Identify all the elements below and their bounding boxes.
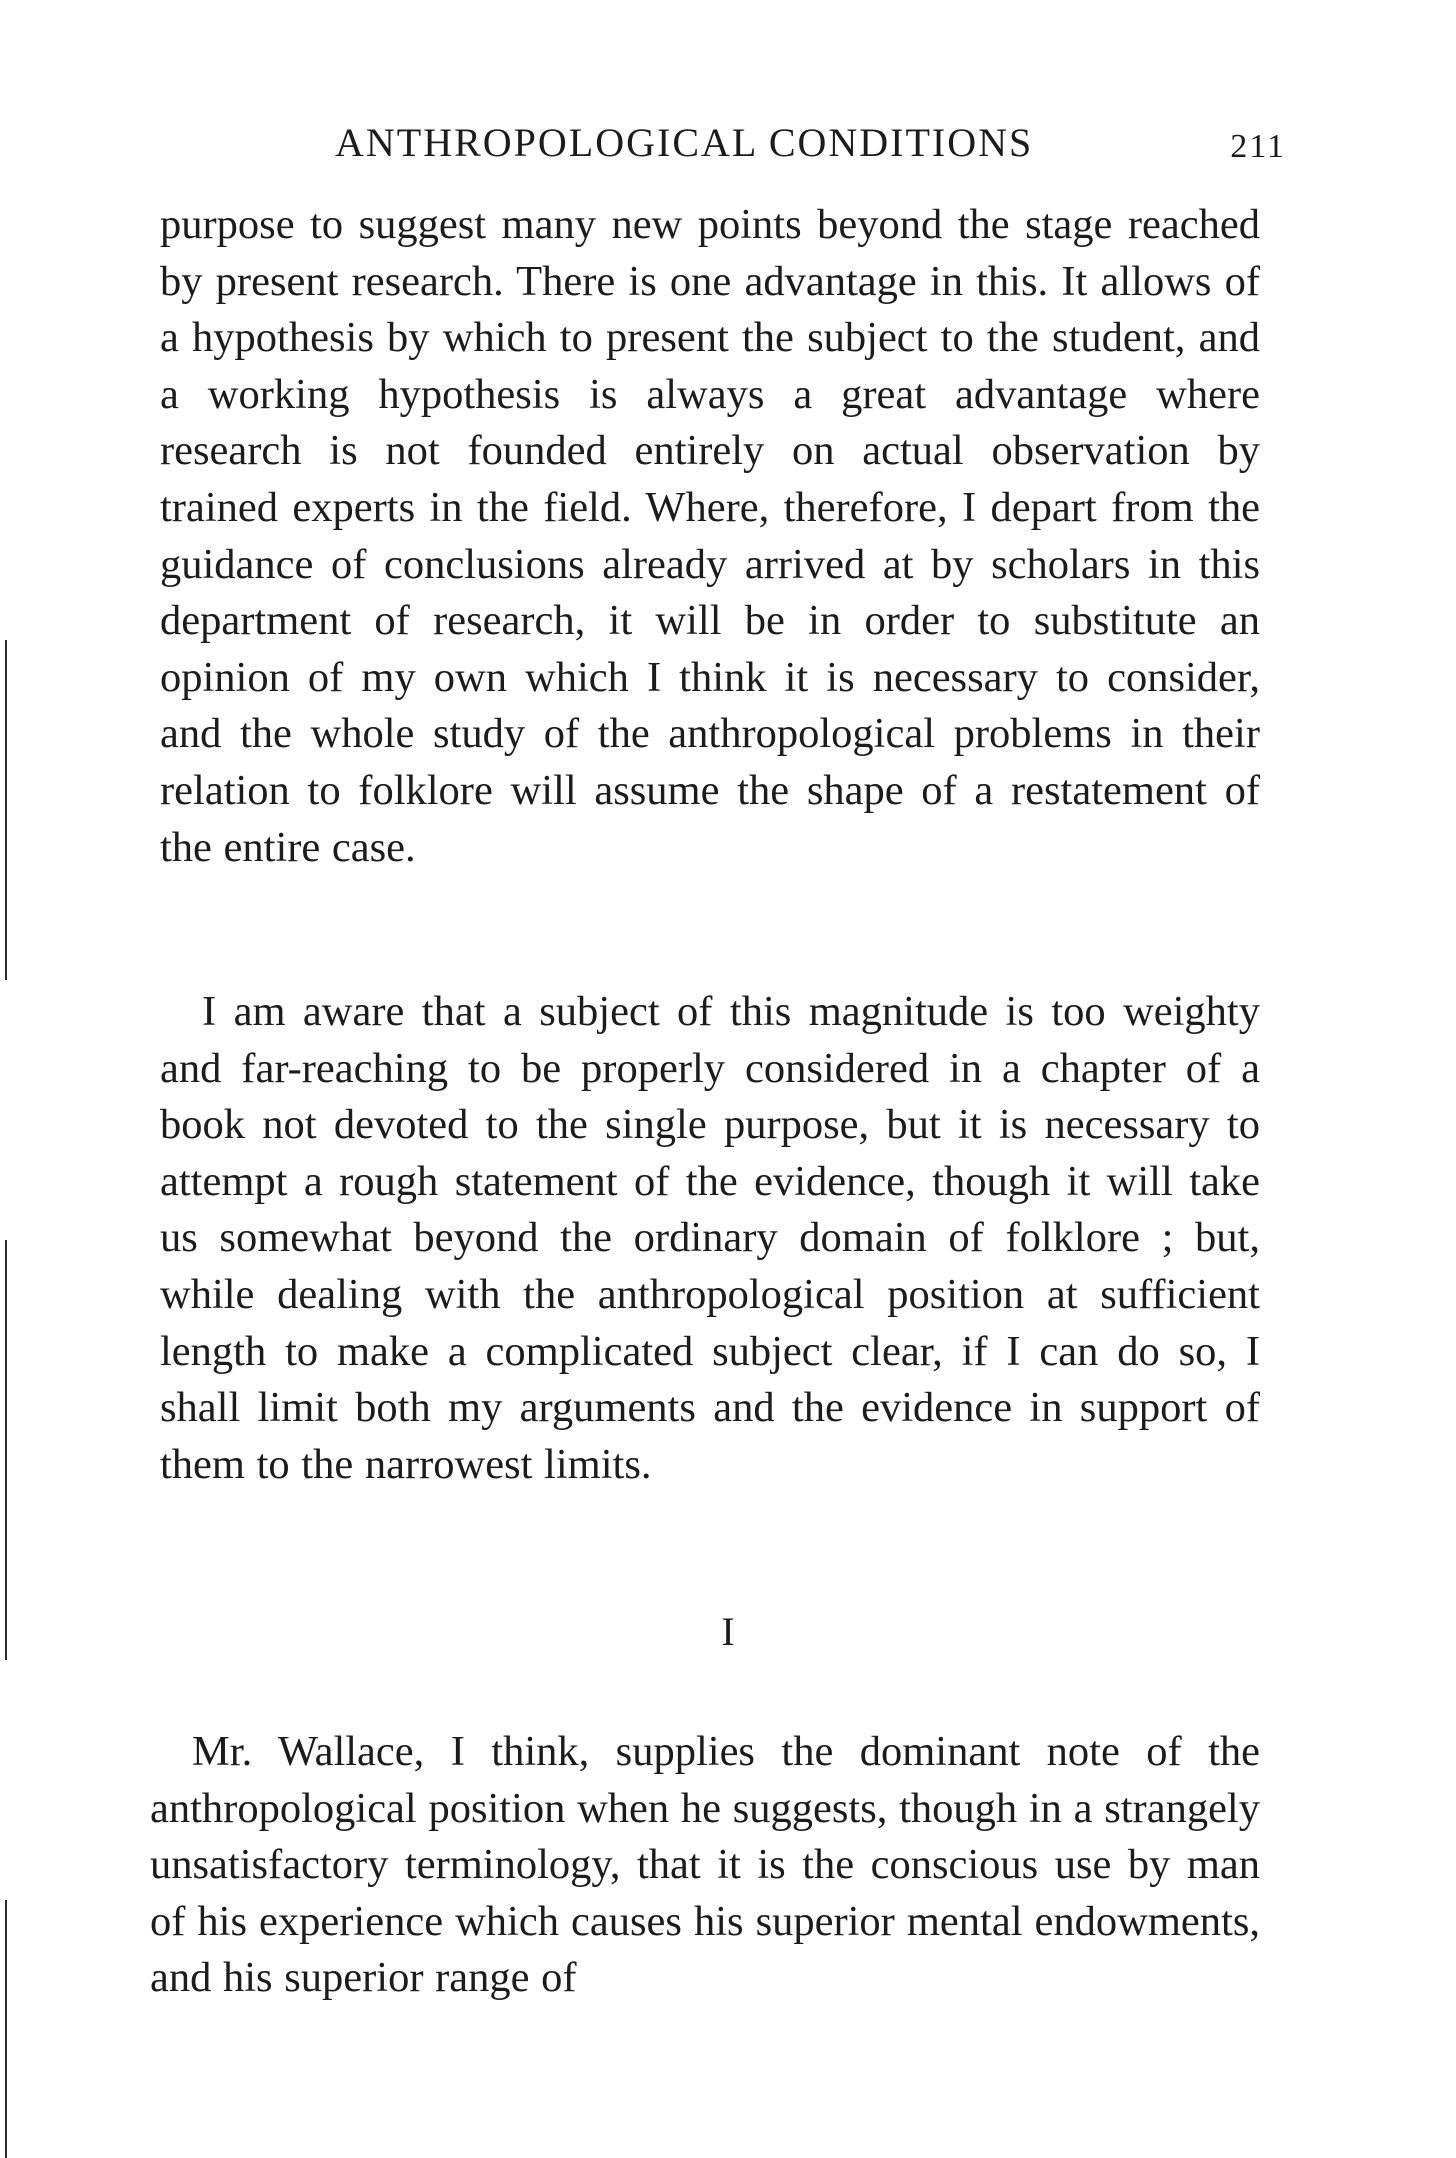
scan-edge-line-bottom [5,1900,7,2158]
running-title: ANTHROPOLOGICAL CONDITIONS [335,120,1034,165]
section-number: I [721,1609,735,1654]
running-head [160,118,1286,168]
text-block-1 [160,197,1260,876]
scan-edge-line-middle [5,1240,7,1660]
paragraph: Mr. Wallace, I think, supplies the dominant note of the anthropological position when he suggests, though in a strangely unsatisfactory terminology, that it is the conscious use by man of his experience which causes his superior mental endowments, and his superior range of [150,1728,1260,2002]
scan-edge-line-top [5,640,7,980]
text-block-3 [150,1724,1260,2007]
paragraph: I am aware that a subject of this magnitude is too weighty and far-reaching to be properly considered in a chapter of a book not devoted to the single purpose, but it is necessary to attempt a rough statement of the evidence, though it will take us somewhat beyond the ordinary domain of folklore ; but, while dealing with the anthropological position at sufficient length to make a complicated subject clear, if I can do so, I shall limit both my arguments and the evidence in support of them to the narrowest limits. [160,988,1260,1488]
paragraph-continued: purpose to suggest many new points beyond the stage reached by present research. There is one advantage in this. It allows of a hypothesis by which to present the subject to the student, and a working hypothesis is always a great advantage where research is not founded entirely on actual observation by trained experts in the field. Where, therefore, I depart from the guidance of conclusions already arrived at by scholars in this department of research, it will be in order to substitute an opinion of my own which I think it is necessary to consider, and the whole study of the anthropological problems in their relation to folklore will assume the shape of a restatement of the entire case. [160,201,1260,871]
page-number: 211 [1230,128,1286,165]
text-block-2 [160,984,1260,1493]
